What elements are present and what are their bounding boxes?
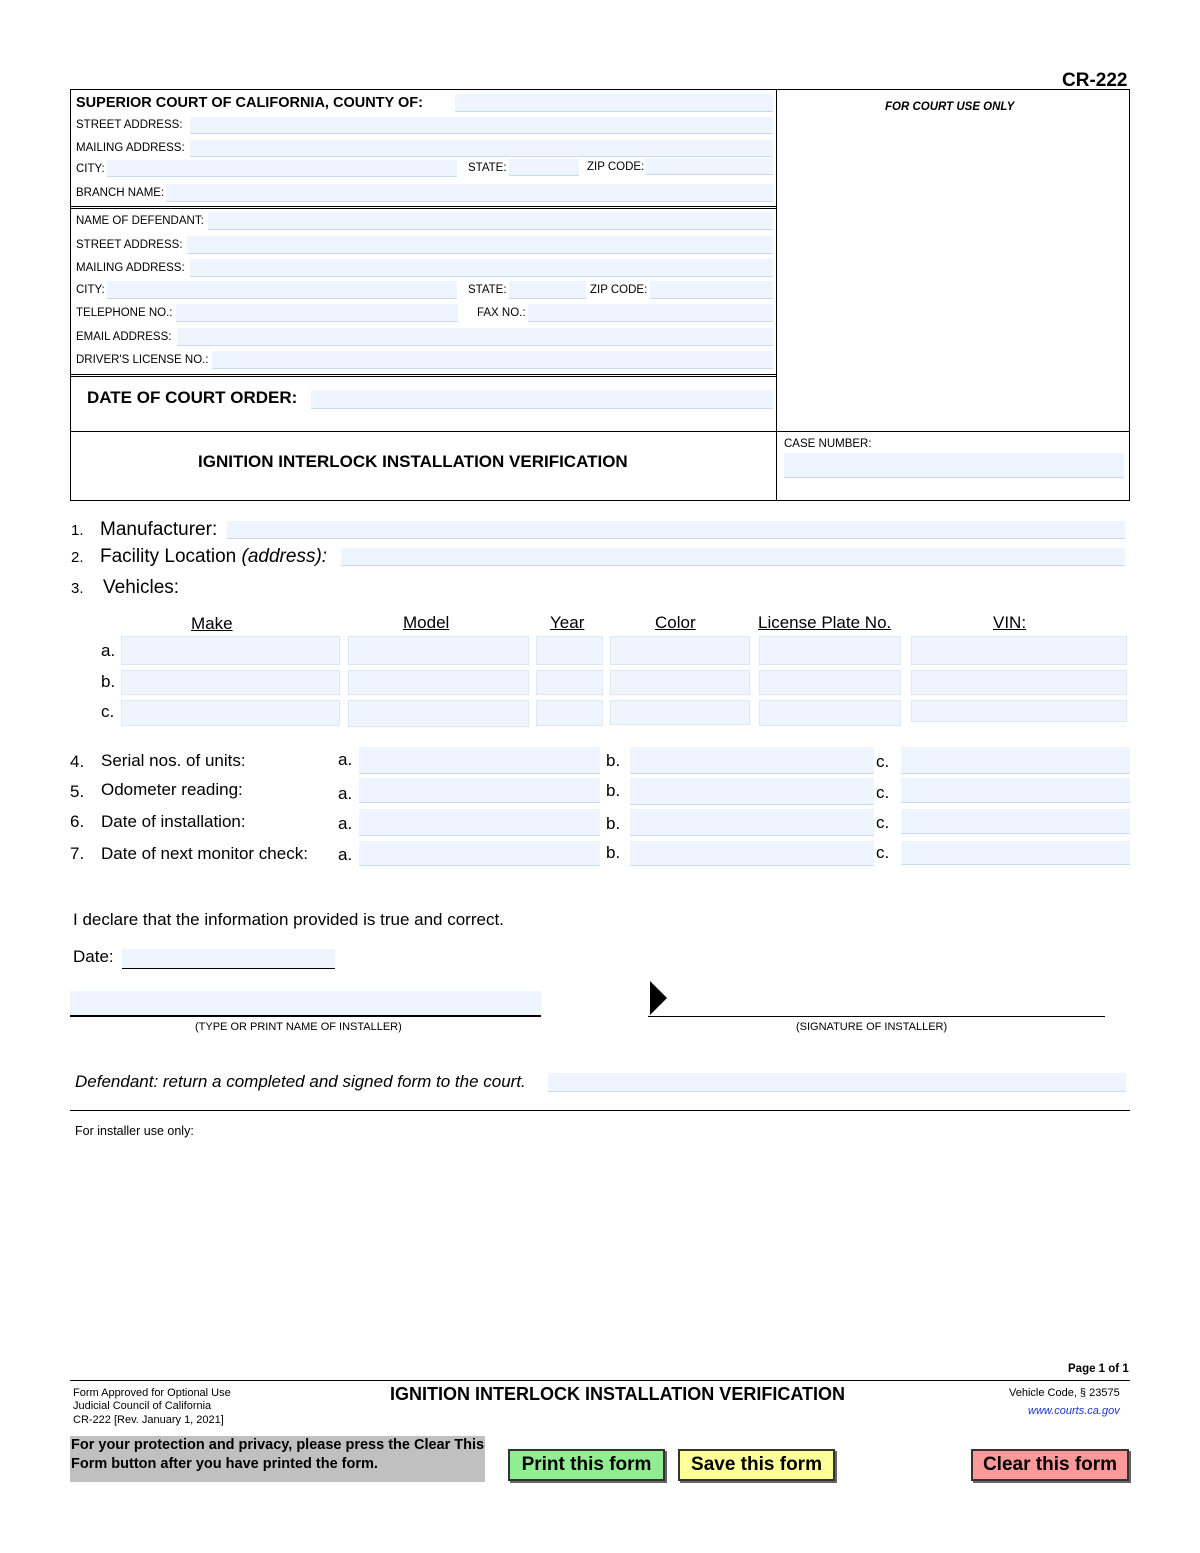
defendant-mailing-label: MAILING ADDRESS:	[76, 262, 185, 274]
defendant-license-field[interactable]	[212, 351, 773, 369]
item-number-6: 6.	[70, 812, 85, 831]
defendant-order-divider	[70, 374, 777, 375]
vehicle-a-make[interactable]	[121, 636, 340, 665]
next-check-a-field[interactable]	[359, 841, 600, 866]
court-city-field[interactable]	[107, 160, 457, 177]
save-form-button[interactable]: Save this form	[678, 1449, 835, 1481]
vehicle-a-color[interactable]	[610, 636, 750, 665]
serial-letter-b: b.	[606, 751, 621, 770]
defendant-email-field[interactable]	[177, 328, 773, 346]
footer-vehicle-code: Vehicle Code, § 23575	[1009, 1387, 1120, 1399]
vehicle-c-color[interactable]	[610, 700, 750, 725]
page-number: Page 1 of 1	[1068, 1363, 1129, 1375]
return-note-field[interactable]	[548, 1073, 1126, 1092]
install-letter-b: b.	[606, 814, 621, 833]
vehicles-label: Vehicles:	[103, 577, 180, 598]
installer-signature-caption: (SIGNATURE OF INSTALLER)	[796, 1021, 948, 1033]
next-check-c-field[interactable]	[901, 841, 1130, 865]
vehicle-c-year[interactable]	[536, 700, 603, 726]
serial-letter-c: c.	[876, 752, 890, 771]
footer-revision: CR-222 [Rev. January 1, 2021]	[73, 1414, 224, 1426]
court-street-field[interactable]	[190, 117, 773, 134]
date-label: Date:	[73, 947, 114, 966]
serial-letter-a: a.	[338, 750, 353, 769]
court-branch-field[interactable]	[166, 184, 773, 202]
date-of-order-field[interactable]	[311, 390, 773, 409]
defendant-zip-label: ZIP CODE:	[590, 284, 648, 296]
odometer-b-field[interactable]	[630, 778, 874, 805]
footer-council: Judicial Council of California	[73, 1400, 212, 1412]
print-form-button[interactable]: Print this form	[508, 1449, 665, 1481]
install-c-field[interactable]	[901, 809, 1130, 834]
county-field[interactable]	[455, 94, 773, 112]
vehicle-c-model[interactable]	[348, 700, 529, 727]
declaration-text: I declare that the information provided is true and correct.	[73, 910, 504, 929]
return-note: Defendant: return a completed and signed form to the court.	[75, 1072, 526, 1091]
column-header-color: Color	[655, 613, 696, 632]
defendant-zip-field[interactable]	[650, 281, 773, 299]
vehicle-a-plate[interactable]	[759, 636, 901, 665]
serial-label: Serial nos. of units:	[101, 751, 246, 770]
defendant-phone-field[interactable]	[176, 304, 458, 322]
court-branch-label: BRANCH NAME:	[76, 187, 165, 199]
install-letter-c: c.	[876, 813, 890, 832]
vehicle-a-year[interactable]	[536, 636, 603, 665]
court-mailing-field[interactable]	[190, 140, 773, 157]
footer-approved: Form Approved for Optional Use	[73, 1387, 231, 1399]
next-check-label: Date of next monitor check:	[101, 844, 308, 863]
court-defendant-divider	[70, 206, 777, 207]
vehicle-c-plate[interactable]	[759, 700, 901, 726]
odometer-letter-b: b.	[606, 781, 621, 800]
defendant-fax-label: FAX NO.:	[477, 307, 526, 319]
vehicle-a-model[interactable]	[348, 636, 529, 665]
defendant-mailing-field[interactable]	[190, 259, 773, 277]
install-date-label: Date of installation:	[101, 812, 246, 831]
footer-divider	[70, 1380, 1130, 1381]
clear-form-button[interactable]: Clear this form	[971, 1449, 1129, 1481]
item-number-1: 1.	[71, 522, 84, 539]
defendant-street-label: STREET ADDRESS:	[76, 239, 183, 251]
item-number-4: 4.	[70, 752, 85, 771]
vehicle-row-letter-b: b.	[101, 672, 116, 691]
vehicle-b-vin[interactable]	[911, 670, 1127, 695]
item-number-7: 7.	[70, 844, 85, 863]
column-header-year: Year	[550, 613, 585, 632]
serial-c-field[interactable]	[901, 747, 1130, 774]
court-mailing-label: MAILING ADDRESS:	[76, 142, 185, 154]
vehicle-b-plate[interactable]	[759, 670, 901, 695]
defendant-state-field[interactable]	[509, 281, 586, 299]
court-zip-label: ZIP CODE:	[587, 161, 645, 173]
vehicle-b-make[interactable]	[121, 670, 340, 695]
next-check-letter-c: c.	[876, 843, 890, 862]
odometer-letter-c: c.	[876, 783, 890, 802]
court-use-label: FOR COURT USE ONLY	[885, 101, 1015, 113]
vehicle-row-letter-c: c.	[101, 702, 115, 721]
odometer-c-field[interactable]	[901, 778, 1130, 803]
defendant-fax-field[interactable]	[528, 304, 773, 322]
defendant-name-field[interactable]	[208, 212, 773, 230]
vehicle-c-make[interactable]	[121, 700, 340, 726]
court-state-field[interactable]	[509, 159, 579, 176]
column-header-make: Make	[191, 614, 233, 633]
column-header-license-plate: License Plate No.	[758, 613, 892, 632]
court-title: SUPERIOR COURT OF CALIFORNIA, COUNTY OF:	[76, 95, 423, 111]
declaration-date-field[interactable]	[122, 949, 335, 969]
defendant-email-label: EMAIL ADDRESS:	[76, 331, 172, 343]
facility-label	[100, 546, 327, 568]
form-number: CR-222	[1062, 70, 1128, 91]
facility-label-italic: (address):	[241, 546, 328, 567]
case-number-label: CASE NUMBER:	[784, 438, 872, 450]
vehicle-b-color[interactable]	[610, 670, 750, 695]
serial-a-field[interactable]	[359, 747, 600, 774]
footer-title: IGNITION INTERLOCK INSTALLATION VERIFICATION	[390, 1384, 845, 1404]
court-city-label: CITY:	[76, 163, 105, 175]
odometer-label: Odometer reading:	[101, 780, 243, 799]
column-header-vin: VIN:	[993, 613, 1027, 632]
install-b-field[interactable]	[630, 809, 874, 836]
privacy-note: For your protection and privacy, please press the Clear This Form button after you have printed the form.	[70, 1436, 485, 1482]
date-of-order-label: DATE OF COURT ORDER:	[87, 388, 298, 407]
installer-section-divider	[70, 1110, 1130, 1111]
defendant-name-label: NAME OF DEFENDANT:	[76, 215, 204, 227]
manufacturer-field[interactable]	[227, 521, 1125, 539]
next-check-letter-b: b.	[606, 843, 621, 862]
installer-name-field[interactable]	[70, 991, 541, 1016]
signature-line[interactable]	[648, 1016, 1105, 1017]
title-row-divider	[70, 431, 1130, 432]
installer-name-underline	[70, 1016, 541, 1017]
signature-arrow-icon	[650, 981, 667, 1020]
form-title: IGNITION INTERLOCK INSTALLATION VERIFICATION	[198, 452, 628, 471]
defendant-city-field[interactable]	[107, 281, 457, 299]
installer-use-label: For installer use only:	[75, 1124, 194, 1138]
item-number-3: 3.	[71, 580, 84, 597]
next-check-letter-a: a.	[338, 845, 353, 864]
vehicle-c-vin[interactable]	[911, 700, 1127, 722]
footer-website-link[interactable]: www.courts.ca.gov	[1028, 1405, 1120, 1417]
install-a-field[interactable]	[359, 809, 600, 836]
serial-b-field[interactable]	[630, 747, 874, 774]
odometer-a-field[interactable]	[359, 778, 600, 803]
item-number-5: 5.	[70, 782, 85, 801]
odometer-letter-a: a.	[338, 784, 353, 803]
court-state-label: STATE:	[468, 162, 507, 174]
facility-label-text: Facility Location	[100, 546, 237, 567]
caption-vertical-divider	[776, 89, 777, 501]
defendant-phone-label: TELEPHONE NO.:	[76, 307, 173, 319]
vehicle-row-letter-a: a.	[101, 641, 116, 660]
install-letter-a: a.	[338, 814, 353, 833]
vehicle-a-vin[interactable]	[911, 636, 1127, 665]
next-check-b-field[interactable]	[630, 841, 874, 866]
manufacturer-label: Manufacturer:	[100, 519, 218, 540]
item-number-2: 2.	[71, 549, 84, 566]
defendant-state-label: STATE:	[468, 284, 507, 296]
defendant-order-divider-2	[70, 376, 777, 377]
case-number-field[interactable]	[784, 453, 1124, 478]
column-header-model: Model	[403, 613, 450, 632]
vehicle-b-year[interactable]	[536, 670, 603, 695]
defendant-license-label: DRIVER'S LICENSE NO.:	[76, 354, 209, 366]
court-street-label: STREET ADDRESS:	[76, 119, 183, 131]
court-defendant-divider-2	[70, 208, 777, 209]
vehicle-b-model[interactable]	[348, 670, 529, 695]
defendant-city-label: CITY:	[76, 284, 105, 296]
facility-field[interactable]	[341, 548, 1125, 566]
installer-name-caption: (TYPE OR PRINT NAME OF INSTALLER)	[195, 1021, 402, 1033]
defendant-street-field[interactable]	[187, 236, 773, 254]
court-zip-field[interactable]	[645, 158, 773, 175]
